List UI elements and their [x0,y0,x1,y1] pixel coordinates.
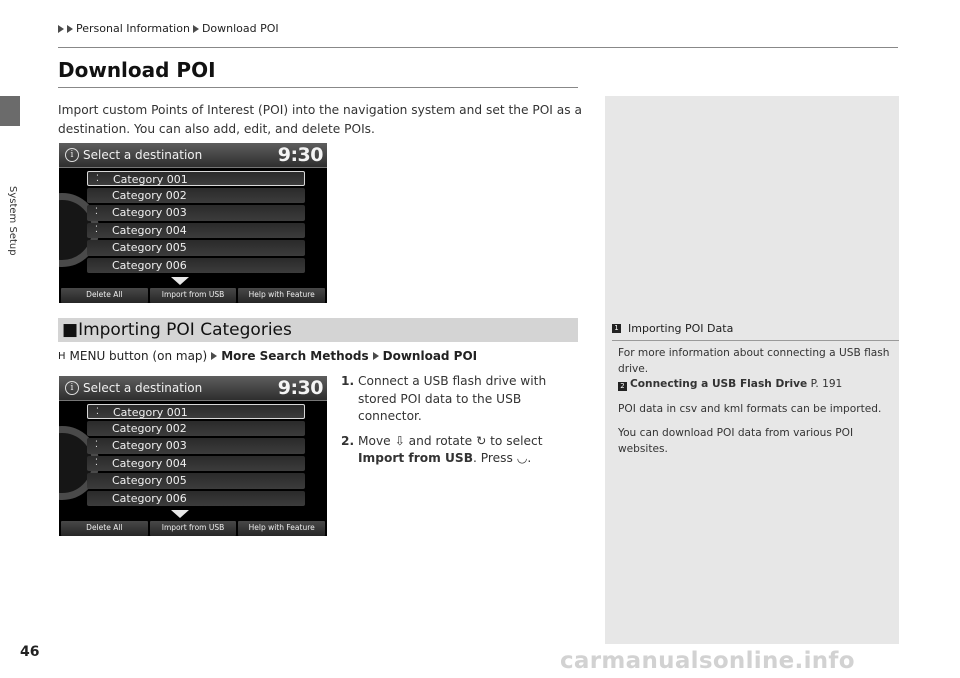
cross-ref-link[interactable] [618,378,842,390]
side-tab [0,96,20,126]
list-item-label: Category 001 [113,173,188,186]
screen-header [59,376,327,401]
menu-path-step1: More Search Methods [221,349,369,363]
poi-icon: ⁚ [95,207,98,217]
breadcrumb-arrow-icon [193,25,199,33]
screen-footer [59,287,327,303]
note-marker-icon: 1 [612,324,621,333]
list-item[interactable] [87,421,305,437]
list-item[interactable] [87,258,305,274]
list-item-label: Category 005 [112,474,187,487]
step-1 [341,373,581,426]
help-with-feature-button[interactable]: Help with Feature [238,288,325,303]
info-icon: i [65,381,79,395]
step-text-part: . [527,451,532,465]
list-item-label: Category 002 [112,421,187,435]
category-list [87,171,305,275]
step-text-part: to select [486,433,543,448]
step-text-part: . Press [473,451,517,465]
knob-rotate-icon: ↻ [476,433,487,448]
import-from-usb-button[interactable]: Import from USB [150,288,237,303]
note-text: For more information about connecting a USB flash drive. [618,347,890,375]
cross-ref-page: P. 191 [810,378,843,390]
section-heading-bar [58,318,578,342]
poi-icon: ⁚ [95,440,98,450]
list-item-label: Category 004 [112,223,187,237]
title-divider [58,87,578,88]
poi-icon: ⁚ [96,407,99,417]
breadcrumb-item-personal-information[interactable]: Personal Information [76,22,190,35]
poi-icon: ⁚ [95,457,98,468]
step-2 [341,433,581,468]
nav-screen-preview [59,376,327,536]
screen-clock: 9:30 [277,144,323,166]
cross-ref-title: Connecting a USB Flash Drive [630,378,808,390]
scroll-down-icon[interactable] [171,277,189,285]
menu-path-start: MENU button (on map) [69,349,208,363]
category-list [87,404,305,508]
list-item[interactable] [87,491,305,507]
step-text-part: and rotate [404,433,477,448]
step-list [341,373,581,475]
path-arrow-icon [373,352,379,360]
section-heading-text: Importing POI Categories [78,320,292,340]
step-text: Connect a USB flash drive with stored POI data to the USB connector. [358,374,547,423]
list-item-label: Category 006 [112,491,187,505]
help-with-feature-button[interactable]: Help with Feature [238,521,325,536]
info-icon: i [65,148,79,162]
intro-paragraph: Import custom Points of Interest (POI) into the navigation system and set the POI as a destination. You can also add, edit, and delete POIs. [58,103,582,136]
step-number: 1. [341,374,355,388]
list-item-label: Category 001 [113,406,188,419]
menu-path [58,349,477,363]
list-item-label: Category 003 [112,206,187,219]
poi-icon: ⁚ [95,224,98,235]
nav-screen-preview [59,143,327,303]
path-arrow-icon [211,352,217,360]
list-item-label: Category 003 [112,439,187,452]
breadcrumb-arrow-icon [58,25,64,33]
note-para [618,346,894,393]
list-item[interactable] [87,473,305,489]
list-item-label: Category 006 [112,258,187,272]
screen-title: Select a destination [83,381,203,395]
poi-icon: ⁚ [96,174,99,184]
note-para: POI data in csv and kml formats can be imported. [618,402,882,415]
note-para: You can download POI data from various POI websites. [618,427,854,455]
list-item-label: Category 005 [112,241,187,254]
step-text [358,433,581,468]
header-divider [58,47,898,48]
list-item[interactable] [87,438,305,454]
side-label: System Setup [7,186,18,256]
breadcrumb-item-download-poi[interactable]: Download POI [201,22,279,35]
joystick-move-icon: ⇩ [394,433,405,448]
delete-all-button[interactable]: Delete All [61,288,148,303]
watermark: carmanualsonline.info [560,648,855,674]
note-heading [612,322,733,335]
screen-title: Select a destination [83,148,203,162]
list-item-label: Category 004 [112,456,187,470]
breadcrumb-arrow-icon [67,25,73,33]
breadcrumb [58,22,279,35]
section-heading: ■Importing POI Categories [62,320,292,340]
enter-press-icon: ◡ [516,451,528,465]
step-text-part: Move [358,433,395,448]
list-item[interactable] [87,223,305,239]
page-number: 46 [20,644,40,660]
list-item[interactable] [87,404,305,419]
menu-path-step2: Download POI [382,349,478,363]
page-title: Download POI [58,58,216,82]
list-item[interactable] [87,171,305,186]
list-item[interactable] [87,456,305,472]
step-text-bold: Import from USB [358,451,474,465]
note-divider [612,340,899,341]
note-body [618,346,894,466]
screen-clock: 9:30 [277,377,323,399]
screen-footer [59,520,327,536]
list-item[interactable] [87,188,305,204]
screen-header [59,143,327,168]
list-item[interactable] [87,240,305,256]
home-key-icon: H [58,350,66,362]
list-item-label: Category 002 [112,188,187,202]
cross-ref-icon: 2 [618,382,627,391]
delete-all-button[interactable]: Delete All [61,521,148,536]
list-item[interactable] [87,205,305,221]
scroll-down-icon[interactable] [171,510,189,518]
step-number: 2. [341,433,355,448]
import-from-usb-button[interactable]: Import from USB [150,521,237,536]
note-heading-text: Importing POI Data [628,322,734,335]
